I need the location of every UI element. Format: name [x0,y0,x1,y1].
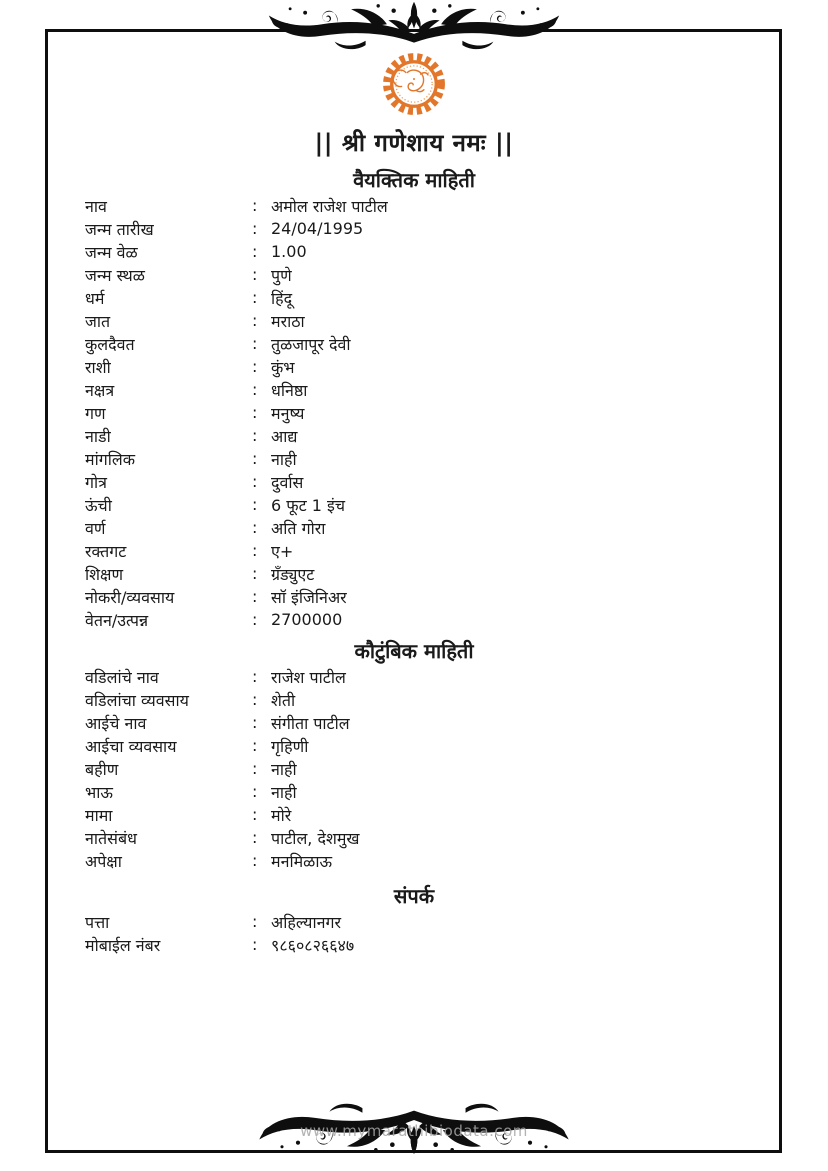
field-label: मामा [85,805,113,825]
document-content [0,126,828,956]
field-label: गण [85,403,106,423]
field-row [85,217,788,240]
field-value: कुंभ [271,357,295,377]
field-label: बहीण [85,759,119,779]
field-value: ए+ [271,541,294,561]
field-value: 6 फूट 1 इंच [271,495,346,515]
ganesh-icon [381,51,447,117]
field-label: आईचे नाव [85,713,147,733]
field-label: राशी [85,357,111,377]
section-heading: कौटुंबिक माहिती [354,639,474,663]
field-label: जात [85,311,111,331]
field-row [85,933,788,956]
colon-separator: : [252,288,258,307]
field-row [85,378,788,401]
field-label: अपेक्षा [85,851,122,871]
field-label: गोत्र [85,472,107,492]
watermark-text: www.mymarathibiodata.com [300,1122,528,1140]
field-row [85,286,788,309]
field-value: 24/04/1995 [271,219,364,238]
section-heading: वैयक्तिक माहिती [353,168,475,192]
field-row [85,516,788,539]
colon-separator: : [252,403,258,422]
field-row [85,826,788,849]
field-value: पाटील, देशमुख [271,828,360,848]
colon-separator: : [252,805,258,824]
field-value: ग्रँड्युएट [271,564,315,584]
field-label: नाडी [85,426,111,446]
field-row [85,734,788,757]
field-value: 1.00 [271,242,307,261]
field-value: गृहिणी [271,736,309,756]
colon-separator: : [252,219,258,238]
section-heading: संपर्क [393,884,435,908]
field-label: नातेसंबंध [85,828,137,848]
field-label: मांगलिक [85,449,136,469]
field-label: कुलदैवत [85,334,135,354]
field-row [85,780,788,803]
field-row [85,355,788,378]
colon-separator: : [252,587,258,606]
colon-separator: : [252,851,258,870]
page-title: || श्री गणेशाय नमः || [314,129,514,157]
field-row [85,910,788,933]
field-value: नाही [271,449,297,469]
colon-separator: : [252,667,258,686]
section-family [0,637,828,872]
field-row [85,493,788,516]
colon-separator: : [252,495,258,514]
colon-separator: : [252,935,258,954]
field-label: वडिलांचा व्यवसाय [85,690,189,710]
colon-separator: : [252,265,258,284]
field-value: मोरे [271,805,292,825]
family-rows [0,665,828,872]
field-label: नोकरी/व्यवसाय [85,587,175,607]
field-label: नाव [85,196,107,216]
contact-rows [0,910,828,956]
field-label: मोबाईल नंबर [85,935,161,955]
field-row [85,585,788,608]
field-row [85,332,788,355]
field-value: धनिष्ठा [271,380,308,400]
field-label: धर्म [85,288,105,308]
colon-separator: : [252,782,258,801]
colon-separator: : [252,828,258,847]
field-value: ९८६०८२६६४७ [271,935,355,955]
field-label: आईचा व्यवसाय [85,736,177,756]
colon-separator: : [252,357,258,376]
colon-separator: : [252,380,258,399]
section-contact [0,882,828,956]
field-value: पुणे [271,265,292,285]
field-value: राजेश पाटील [271,667,346,687]
field-value: दुर्वास [271,472,304,492]
section-personal [0,166,828,631]
field-value: मराठा [271,311,305,331]
field-label: पत्ता [85,912,110,932]
colon-separator: : [252,449,258,468]
field-value: शेती [271,690,296,710]
field-row [85,470,788,493]
field-value: अहिल्यानगर [271,912,342,932]
field-label: रक्तगट [85,541,127,561]
colon-separator: : [252,759,258,778]
field-row [85,401,788,424]
colon-separator: : [252,518,258,537]
field-label: जन्म स्थळ [85,265,145,285]
field-label: भाऊ [85,782,113,802]
field-value: मनुष्य [271,403,305,423]
personal-rows [0,194,828,631]
field-label: वर्ण [85,518,106,538]
colon-separator: : [252,472,258,491]
colon-separator: : [252,426,258,445]
colon-separator: : [252,713,258,732]
field-value: नाही [271,782,297,802]
field-value: नाही [271,759,297,779]
field-value: सॉ इंजिनिअर [271,587,347,607]
field-row [85,608,788,631]
field-row [85,424,788,447]
colon-separator: : [252,242,258,261]
field-label: जन्म तारीख [85,219,154,239]
field-row [85,309,788,332]
colon-separator: : [252,610,258,629]
field-value: संगीता पाटील [271,713,350,733]
colon-separator: : [252,690,258,709]
colon-separator: : [252,196,258,215]
field-label: वेतन/उत्पन्न [85,610,149,630]
colon-separator: : [252,736,258,755]
field-row [85,757,788,780]
field-value: आद्य [271,426,298,446]
field-row [85,688,788,711]
field-value: मनमिळाऊ [271,851,333,871]
field-row [85,263,788,286]
field-label: ऊंची [85,495,112,515]
colon-separator: : [252,311,258,330]
colon-separator: : [252,334,258,353]
field-label: जन्म वेळ [85,242,138,262]
field-row [85,240,788,263]
colon-separator: : [252,564,258,583]
field-row [85,194,788,217]
field-row [85,665,788,688]
field-value: अति गोरा [271,518,326,538]
field-label: नक्षत्र [85,380,115,400]
field-value: तुळजापूर देवी [271,334,351,354]
field-row [85,447,788,470]
field-value: 2700000 [271,610,343,629]
colon-separator: : [252,541,258,560]
field-row [85,562,788,585]
field-value: अमोल राजेश पाटील [271,196,388,216]
field-row [85,711,788,734]
field-label: शिक्षण [85,564,124,584]
colon-separator: : [252,912,258,931]
field-row [85,803,788,826]
field-label: वडिलांचे नाव [85,667,159,687]
field-row [85,849,788,872]
field-value: हिंदू [271,288,293,308]
field-row [85,539,788,562]
